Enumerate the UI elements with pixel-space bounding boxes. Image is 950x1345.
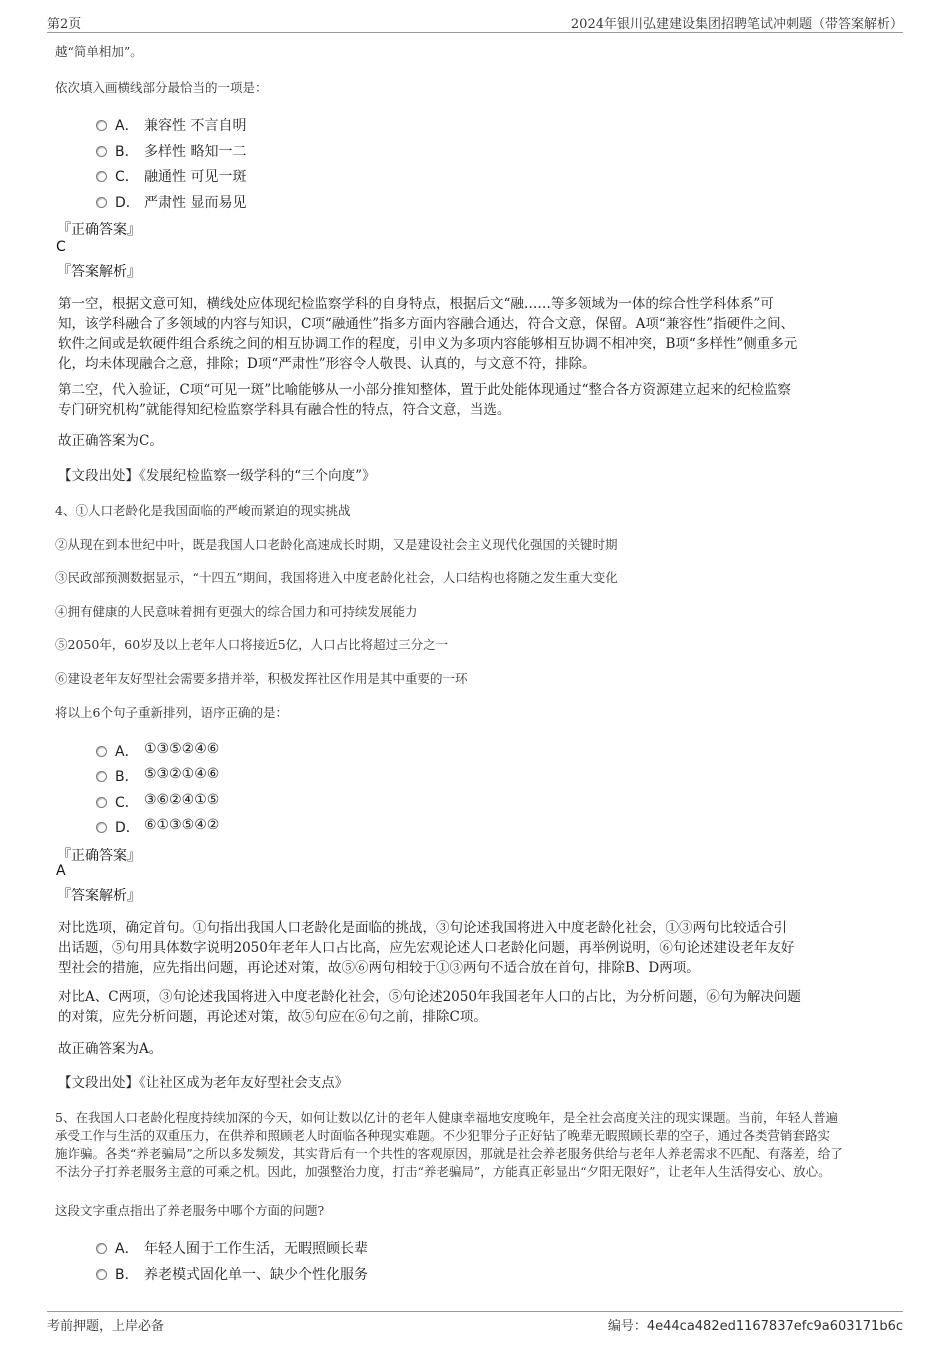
option-text: ①③⑤②④⑥	[144, 741, 220, 757]
document-code	[608, 1315, 903, 1334]
option-letter: A．	[115, 118, 139, 134]
q4-analysis-paragraph-3	[58, 1039, 162, 1059]
code-label: 编号：	[607, 1319, 647, 1334]
q4-source: 【文段出处】《让社区成为老年友好型社会支点》	[58, 1075, 349, 1091]
q4-line-6: ⑥建设老年友好型社会需要多措并举，积极发挥社区作用是其中重要的一环	[55, 671, 468, 686]
passage-line: 施诈骗。各类“养老骗局”之所以多发频发，其实背后有一个共性的客观原因，那就是社会养老服务供给与老年人养老需求不匹配、有落差，给了	[55, 1146, 843, 1161]
q4-line-2: ②从现在到本世纪中叶，既是我国人口老龄化高速成长时期，又是建设社会主义现代化强国的关键时期	[55, 537, 618, 552]
analysis-line: 专门研究机构”就能得知纪检监察学科具有融合性的特点，符合文意，当选。	[58, 402, 511, 418]
option-text: ⑥①③⑤④②	[144, 817, 220, 833]
option-text: 养老模式固化单一、缺少个性化服务	[144, 1267, 368, 1283]
q3-answer: C	[56, 239, 66, 255]
q4-line-1: 4、①人口老龄化是我国面临的严峻而紧迫的现实挑战	[55, 503, 351, 518]
q4-line-4: ④拥有健康的人民意味着拥有更强大的综合国力和可持续发展能力	[55, 604, 418, 619]
radio-icon[interactable]	[96, 746, 107, 757]
analysis-line: 故正确答案为A。	[58, 1041, 163, 1057]
q4-analysis-paragraph-1	[58, 918, 898, 978]
q3-source: 【文段出处】《发展纪检监察一级学科的“三个向度”》	[58, 468, 376, 484]
radio-icon[interactable]	[96, 771, 107, 782]
q3-analysis-paragraph-3	[58, 431, 163, 451]
analysis-line: 对比选项，确定首句。①句指出我国人口老龄化是面临的挑战，③句论述我国将进入中度老龄化社会，①③两句比较适合引	[58, 920, 787, 936]
option-text: ③⑥②④①⑤	[144, 792, 220, 808]
option-text: 融通性 可见一斑	[144, 169, 247, 185]
option-text: 严肃性 显而易见	[144, 195, 247, 211]
option-text: 兼容性 不言自明	[144, 118, 247, 134]
option-letter: D．	[115, 820, 140, 836]
radio-icon[interactable]	[96, 797, 107, 808]
q5-prompt: 这段文字重点指出了养老服务中哪个方面的问题?	[55, 1203, 325, 1218]
q3-analysis-paragraph-1	[58, 294, 898, 374]
q4-analysis-label: 『答案解析』	[57, 888, 141, 904]
analysis-line: 知，该学科融合了多领域的内容与知识，C项“融通性”指多方面内容融合通达，符合文意，保留。A项“兼容性”指硬件之间、	[58, 316, 795, 332]
document-title: 2024年银川弘建建设集团招聘笔试冲刺题（带答案解析）	[570, 17, 903, 32]
option-text: 年轻人囿于工作生活，无暇照顾长辈	[144, 1241, 368, 1257]
analysis-line: 第一空，根据文意可知，横线处应体现纪检监察学科的自身特点，根据后文“融……等多领域为一体的综合性学科体系”可	[58, 296, 774, 312]
option-letter: B．	[115, 144, 139, 160]
radio-icon[interactable]	[96, 120, 107, 131]
code-value: 4e44ca482ed1167837efc9a603171b6c	[646, 1319, 903, 1334]
q3-prompt: 依次填入画横线部分最恰当的一项是：	[55, 80, 268, 95]
footer-note: 考前押题，上岸必备	[47, 1319, 165, 1334]
analysis-line: 的对策，应先分析问题，再论述对策，故⑤句应在⑥句之前，排除C项。	[58, 1009, 487, 1025]
option-letter: C．	[115, 795, 139, 811]
page-footer	[47, 1311, 903, 1336]
q4-prompt: 将以上6个句子重新排列，语序正确的是：	[55, 705, 288, 720]
q4-answer: A	[56, 863, 66, 879]
q3-analysis-paragraph-2	[58, 380, 898, 420]
option-text: ⑤③②①④⑥	[144, 766, 220, 782]
radio-icon[interactable]	[96, 146, 107, 157]
analysis-line: 软件之间或是软硬件组合系统之间的相互协调工作的程度，引申义为多项内容能够相互协调不相冲突，B项“多样性”侧重多元	[58, 336, 798, 352]
radio-icon[interactable]	[96, 197, 107, 208]
q4-analysis-paragraph-2	[58, 987, 898, 1027]
radio-icon[interactable]	[96, 1243, 107, 1254]
q5-passage	[55, 1109, 905, 1181]
q4-line-5: ⑤2050年，60岁及以上老年人口将接近5亿，人口占比将超过三分之一	[55, 637, 449, 652]
option-text: 多样性 略知一二	[144, 144, 247, 160]
radio-icon[interactable]	[96, 171, 107, 182]
q3-answer-label: 『正确答案』	[57, 222, 141, 238]
option-letter: D．	[115, 195, 140, 211]
q3-analysis-label: 『答案解析』	[57, 264, 141, 280]
analysis-line: 对比A、C两项，③句论述我国将进入中度老龄化社会，⑤句论述2050年我国老年人口的占比，为分析问题，⑥句为解决问题	[58, 989, 801, 1005]
analysis-line: 型社会的措施，应先指出问题，再论述对策，故⑤⑥两句相较于①③两句不适合放在首句，排除B、D两项。	[58, 960, 700, 976]
option-letter: A．	[115, 744, 139, 760]
q4-line-3: ③民政部预测数据显示，“十四五”期间，我国将进入中度老龄化社会，人口结构也将随之发生重大变化	[55, 570, 618, 585]
analysis-line: 第二空，代入验证，C项“可见一斑”比喻能够从一小部分推知整体，置于此处能体现通过“整合各方资源建立起来的纪检监察	[58, 382, 792, 398]
passage-line: 5、在我国人口老龄化程度持续加深的今天，如何让数以亿计的老年人健康幸福地安度晚年，是全社会高度关注的现实课题。当前，年轻人普遍	[55, 1110, 838, 1125]
analysis-line: 出话题，⑤句用具体数字说明2050年老年人口占比高，应先宏观论述人口老龄化问题，再举例说明，⑥句论述建设老年友好	[58, 940, 795, 956]
passage-line: 承受工作与生活的双重压力，在供养和照顾老人时面临各种现实难题。不少犯罪分子正好钻了晚辈无暇照顾长辈的空子，通过各类营销套路实	[55, 1128, 831, 1143]
option-letter: B．	[115, 769, 139, 785]
radio-icon[interactable]	[96, 1269, 107, 1280]
analysis-line: 故正确答案为C。	[58, 433, 163, 449]
passage-line: 不法分子打养老服务主意的可乘之机。因此，加强整治力度，打击“养老骗局”，方能真正彰显出“夕阳无限好”，让老年人生活得安心、放心。	[55, 1164, 831, 1179]
option-letter: C．	[115, 169, 139, 185]
analysis-line: 化，均未体现融合之意，排除；D项“严肃性”形容令人敬畏、认真的，与文意不符，排除。	[58, 356, 596, 372]
radio-icon[interactable]	[96, 822, 107, 833]
option-letter: B．	[115, 1267, 139, 1283]
q3-continued-text: 越“简单相加”。	[55, 44, 143, 59]
option-letter: A．	[115, 1241, 139, 1257]
q4-answer-label: 『正确答案』	[57, 848, 141, 864]
page-number: 第2页	[47, 17, 82, 32]
